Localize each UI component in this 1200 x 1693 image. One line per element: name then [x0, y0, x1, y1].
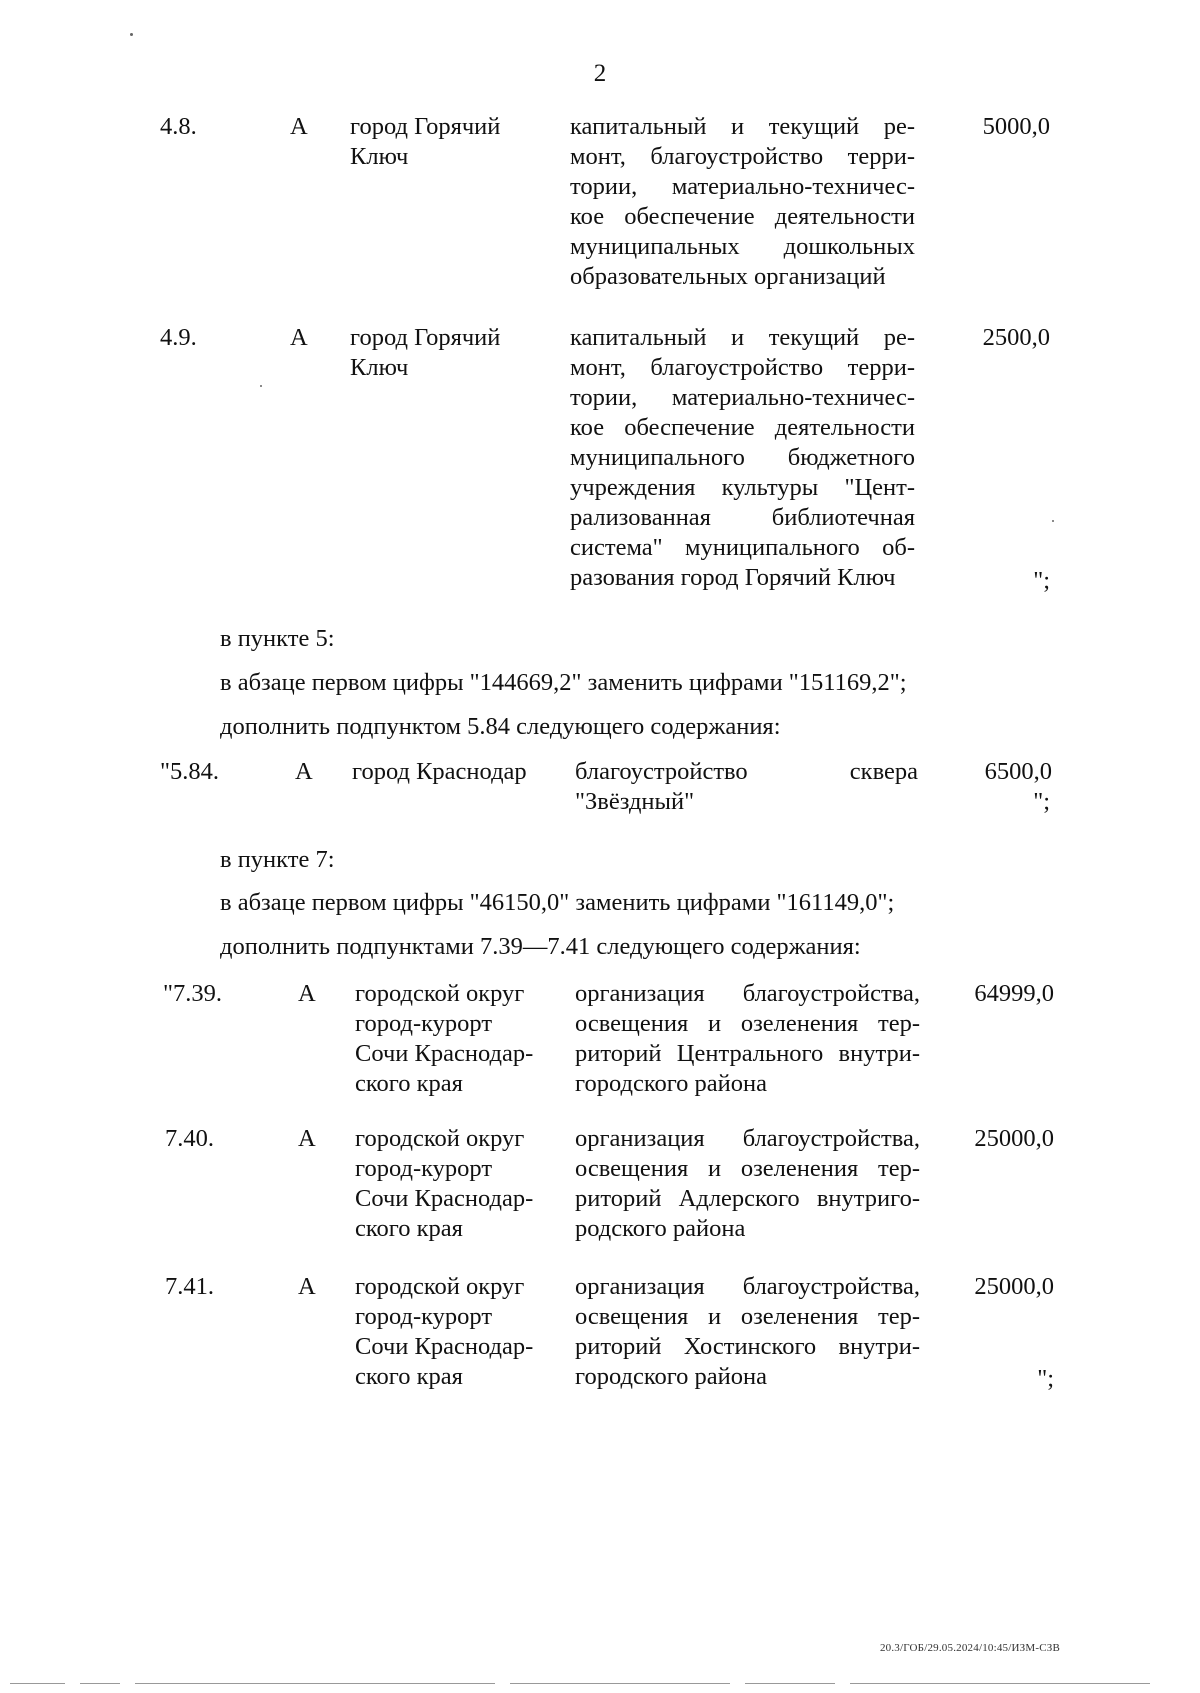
item-type: А — [298, 980, 316, 1007]
item-type: А — [290, 324, 308, 351]
paragraph-7-line-2: дополнить подпунктами 7.39—7.41 следующего содержания: — [220, 933, 861, 960]
item-type: А — [290, 113, 308, 140]
paragraph-5-line-2: дополнить подпунктом 5.84 следующего содержания: — [220, 713, 781, 740]
item-number: 4.8. — [160, 113, 197, 140]
scan-edge-line — [80, 1683, 120, 1684]
item-place: город Горячий Ключ — [350, 324, 501, 381]
section-heading-5: в пункте 5: — [220, 625, 335, 652]
item-amount: 5000,0 — [982, 113, 1050, 140]
item-type: А — [295, 758, 313, 785]
scan-edge-line — [850, 1683, 1150, 1684]
item-type: А — [298, 1125, 316, 1152]
item-description-word-1: благоустройство — [575, 758, 748, 785]
item-description-line-2: "Звёздный" — [575, 788, 695, 815]
closing-quote: "; — [1033, 788, 1050, 815]
item-amount: 2500,0 — [982, 324, 1050, 351]
item-number: 7.41. — [165, 1273, 214, 1300]
paragraph-5-line-1: в абзаце первом цифры "144669,2" заменить цифрами "151169,2"; — [220, 669, 907, 696]
item-description: капитальный и текущий ре- монт, благоустройство терри- тории, материально-техничес- кое обеспечение деятельности муниципального бюджетного учреждения культуры "Цент- рализованная библиотечная система" муниципального об- разования город Горячий Ключ — [570, 324, 915, 591]
item-place: городской округ город-курорт Сочи Краснодар- ского края — [355, 1273, 534, 1390]
item-amount: 25000,0 — [974, 1125, 1054, 1152]
item-number: "5.84. — [160, 758, 220, 785]
scan-speck — [1052, 520, 1054, 522]
item-description-word-2: сквера — [849, 758, 918, 785]
scan-speck — [260, 385, 262, 387]
item-place: город Горячий Ключ — [350, 113, 501, 170]
item-number: 4.9. — [160, 324, 197, 351]
scan-edge-line — [510, 1683, 730, 1684]
paragraph-7-line-1: в абзаце первом цифры "46150,0" заменить цифрами "161149,0"; — [220, 889, 895, 916]
scan-edge-line — [745, 1683, 835, 1684]
scan-edge-line — [10, 1683, 65, 1684]
item-place: городской округ город-курорт Сочи Краснодар- ского края — [355, 980, 534, 1097]
item-description: организация благоустройства, освещения и озеленения тер- риторий Адлерского внутриго- родского района — [575, 1125, 920, 1242]
item-place: городской округ город-курорт Сочи Краснодар- ского края — [355, 1125, 534, 1242]
item-description: организация благоустройства, освещения и озеленения тер- риторий Центрального внутри- городского района — [575, 980, 920, 1097]
item-description: капитальный и текущий ре- монт, благоустройство терри- тории, материально-техничес- кое обеспечение деятельности муниципальных дошкольных образовательных организаций — [570, 113, 915, 290]
closing-quote: "; — [1033, 567, 1050, 594]
page-number: 2 — [593, 60, 607, 87]
item-amount: 6500,0 — [984, 758, 1052, 785]
closing-quote: "; — [1037, 1365, 1054, 1392]
item-place: город Краснодар — [352, 758, 527, 785]
scan-speck — [130, 33, 133, 36]
item-number: "7.39. — [163, 980, 223, 1007]
item-amount: 64999,0 — [974, 980, 1054, 1007]
item-amount: 25000,0 — [974, 1273, 1054, 1300]
item-description: организация благоустройства, освещения и озеленения тер- риторий Хостинского внутри- городского района — [575, 1273, 920, 1390]
footer-document-code: 20.3/ГОБ/29.05.2024/10:45/ИЗМ-СЗВ — [879, 1642, 1060, 1654]
item-type: А — [298, 1273, 316, 1300]
item-number: 7.40. — [165, 1125, 214, 1152]
section-heading-7: в пункте 7: — [220, 846, 335, 873]
scan-edge-line — [135, 1683, 495, 1684]
